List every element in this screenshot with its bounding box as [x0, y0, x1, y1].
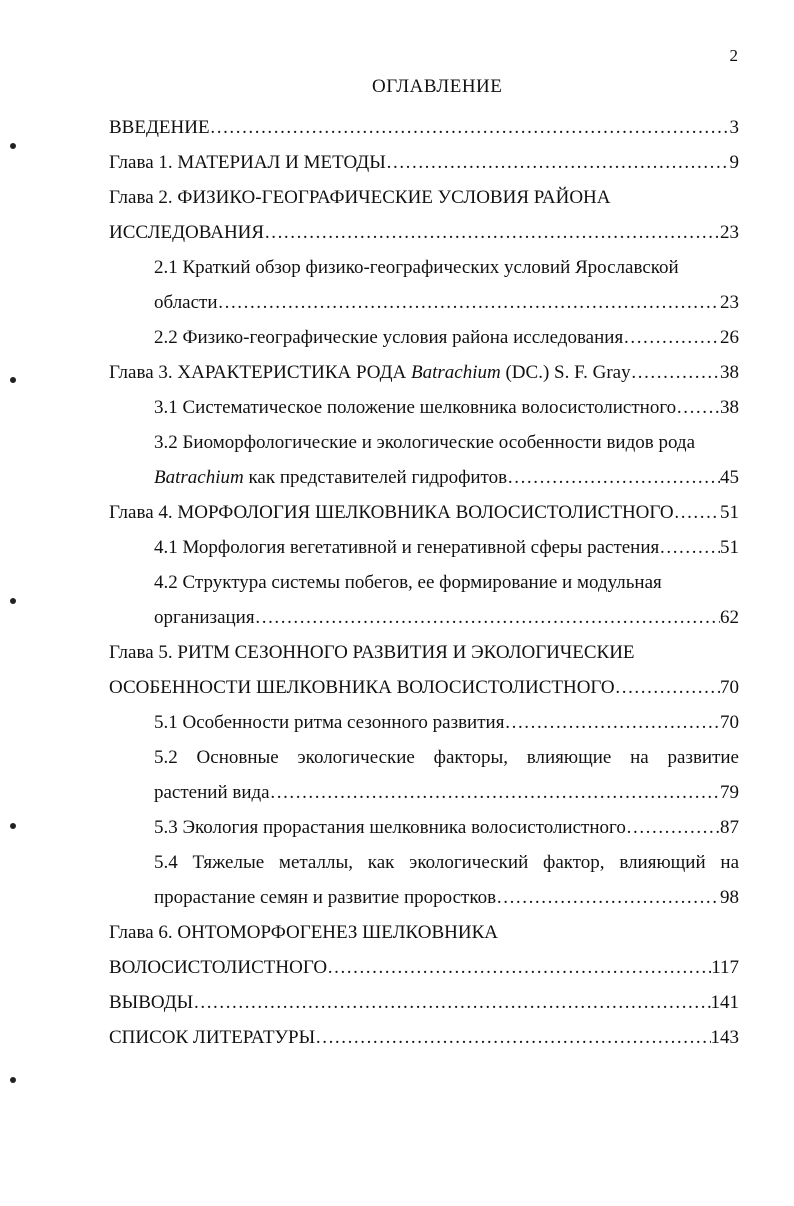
page-ref: 141 — [710, 992, 739, 1013]
toc-entry-3-2-line1[interactable]: 3.2 Биоморфологические и экологические особенности видов рода — [154, 432, 696, 453]
toc-entry-5-2-line2[interactable]: растений вида ………………………………………………………………………………………………………………………………………… 79 — [154, 775, 739, 810]
margin-dot — [10, 823, 16, 829]
page-ref: 3 — [729, 117, 739, 138]
page-ref: 9 — [729, 152, 739, 173]
toc-entry-chapter-6-line2[interactable]: ВОЛОСИСТОЛИСТНОГО ………………………………………………………………………………………………………………………………………… 117 — [109, 950, 739, 985]
toc-entry-chapter-4[interactable]: Глава 4. МОРФОЛОГИЯ ШЕЛКОВНИКА ВОЛОСИСТОЛИСТНОГО ………………………………………………………………………………………………………………………………………… 51 — [109, 495, 739, 530]
leader-dots — [507, 460, 720, 495]
page-ref: 70 — [720, 677, 739, 698]
page-ref: 38 — [720, 397, 739, 418]
margin-dot — [10, 598, 16, 604]
leader-dots — [631, 355, 720, 390]
toc-entry-chapter-2-line2[interactable]: ИССЛЕДОВАНИЯ ………………………………………………………………………………………………………………………………………… 23 — [109, 215, 739, 250]
toc-entry-conclusions[interactable]: ВЫВОДЫ ………………………………………………………………………………………………………………………………………… 141 — [109, 985, 739, 1020]
leader-dots — [270, 775, 720, 810]
margin-dot — [10, 1077, 16, 1083]
toc-entry-5-3[interactable]: 5.3 Экология прорастания шелковника волосистолистного ………………………………………………………………………………………………………………………………………… 87 — [154, 810, 739, 845]
page-ref: 51 — [720, 502, 739, 523]
toc-entry-4-1[interactable]: 4.1 Морфология вегетативной и генеративной сферы растения ………………………………………………………………………………………………………………………………………… 51 — [154, 530, 739, 565]
toc-entry-2-1-line2[interactable]: области ………………………………………………………………………………………………………………………………………… 23 — [154, 285, 739, 320]
toc-entry-4-2-line1[interactable]: 4.2 Структура системы побегов, ее формирование и модульная — [154, 572, 662, 593]
page-ref: 26 — [720, 327, 739, 348]
leader-dots — [210, 110, 730, 145]
toc-entry-chapter-5-line2[interactable]: ОСОБЕННОСТИ ШЕЛКОВНИКА ВОЛОСИСТОЛИСТНОГО ………………………………………………………………………………………………………………………………………… 70 — [109, 670, 739, 705]
page-ref: 23 — [720, 292, 739, 313]
toc-entry-chapter-3[interactable]: Глава 3. ХАРАКТЕРИСТИКА РОДА Batrachium (DC.) S. F. Gray ………………………………………………………………………………………………………………………………………… 38 — [109, 355, 739, 390]
margin-dot — [10, 143, 16, 149]
toc-entry-chapter-6-line1[interactable]: Глава 6. ОНТОМОРФОГЕНЕЗ ШЕЛКОВНИКА — [109, 922, 498, 943]
page-ref: 62 — [720, 607, 739, 628]
toc-entry-chapter-1[interactable]: Глава 1. МАТЕРИАЛ И МЕТОДЫ ………………………………………………………………………………………………………………………………………… 9 — [109, 145, 739, 180]
toc-entry-5-1[interactable]: 5.1 Особенности ритма сезонного развития ………………………………………………………………………………………………………………………………………… 70 — [154, 705, 739, 740]
page-ref: 38 — [720, 362, 739, 383]
leader-dots — [504, 705, 720, 740]
leader-dots — [264, 215, 720, 250]
leader-dots — [626, 810, 720, 845]
leader-dots — [315, 1020, 710, 1055]
page-ref: 98 — [720, 887, 739, 908]
leader-dots — [327, 950, 711, 985]
toc-entry-intro[interactable]: ВВЕДЕНИЕ ………………………………………………………………………………………………………………………………………… 3 — [109, 110, 739, 145]
toc-entry-chapter-5-line1[interactable]: Глава 5. РИТМ СЕЗОННОГО РАЗВИТИЯ И ЭКОЛОГИЧЕСКИЕ — [109, 642, 635, 663]
page-ref: 143 — [710, 1027, 739, 1048]
leader-dots — [255, 600, 720, 635]
margin-dot — [10, 377, 16, 383]
leader-dots — [676, 390, 720, 425]
leader-dots — [218, 285, 720, 320]
leader-dots — [615, 670, 720, 705]
toc-entry-3-1[interactable]: 3.1 Систематическое положение шелковника волосистолистного ………………………………………………………………………………………………………………………………………… 38 — [154, 390, 739, 425]
leader-dots — [674, 495, 720, 530]
toc-entry-4-2-line2[interactable]: организация ………………………………………………………………………………………………………………………………………… 62 — [154, 600, 739, 635]
leader-dots — [659, 530, 720, 565]
page-ref: 87 — [720, 817, 739, 838]
leader-dots — [496, 880, 720, 915]
page-ref: 23 — [720, 222, 739, 243]
toc-entry-5-4-line1[interactable]: 5.4 Тяжелые металлы, как экологический фактор, влияющий на — [154, 852, 739, 873]
leader-dots — [623, 320, 720, 355]
toc-entry-2-1-line1[interactable]: 2.1 Краткий обзор физико-географических условий Ярославской — [154, 257, 679, 278]
page-ref: 117 — [711, 957, 739, 978]
table-of-contents — [109, 110, 739, 1055]
page-title: ОГЛАВЛЕНИЕ — [372, 76, 503, 97]
leader-dots — [386, 145, 730, 180]
toc-entry-2-2[interactable]: 2.2 Физико-географические условия района исследования ………………………………………………………………………………………………………………………………………… 26 — [154, 320, 739, 355]
page-number: 2 — [729, 46, 738, 65]
toc-entry-chapter-2-line1[interactable]: Глава 2. ФИЗИКО-ГЕОГРАФИЧЕСКИЕ УСЛОВИЯ РАЙОНА — [109, 187, 611, 208]
page-ref: 79 — [720, 782, 739, 803]
toc-entry-5-2-line1[interactable]: 5.2 Основные экологические факторы, влияющие на развитие — [154, 747, 739, 768]
page-ref: 51 — [720, 537, 739, 558]
leader-dots — [193, 985, 710, 1020]
page-ref: 70 — [720, 712, 739, 733]
toc-entry-references[interactable]: СПИСОК ЛИТЕРАТУРЫ ………………………………………………………………………………………………………………………………………… 143 — [109, 1020, 739, 1055]
toc-entry-3-2-line2[interactable]: Batrachium как представителей гидрофитов ………………………………………………………………………………………………………………………………………… 45 — [154, 460, 739, 495]
toc-entry-5-4-line2[interactable]: прорастание семян и развитие проростков ………………………………………………………………………………………………………………………………………… 98 — [154, 880, 739, 915]
page-ref: 45 — [720, 467, 739, 488]
